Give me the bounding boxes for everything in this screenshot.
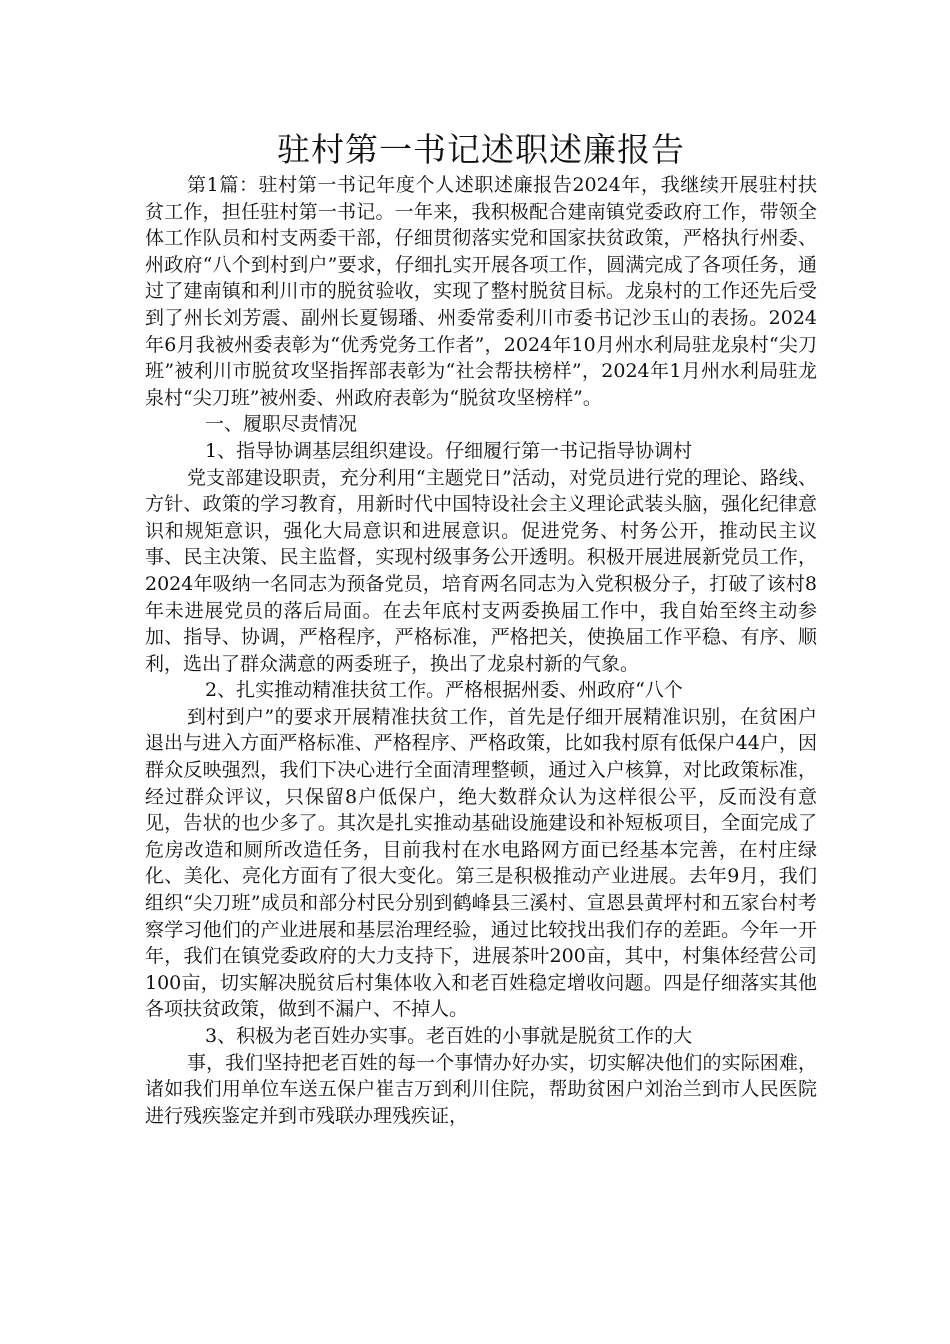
paragraph-1-lead: 1、指导协调基层组织建设。仔细履行第一书记指导协调村: [205, 439, 693, 462]
document-page: [145, 128, 817, 1129]
paragraph-intro: 第1篇：驻村第一书记年度个人述职述廉报告2024年，我继续开展驻村扶贫工作，担任驻村第一书记。一年来，我积极配合建南镇党委政府工作，带领全体工作队员和村支两委干部，仔细贯彻落实党和国家扶贫政策，严格执行州委、州政府“八个到村到户”要求，仔细扎实开展各项工作，圆满完成了各项任务，通过了建南镇和利川市的脱贫验收，实现了整村脱贫目标。龙泉村的工作还先后受到了州长刘芳震、副州长夏锡璠、州委常委利川市委书记沙玉山的表扬。2024年6月我被州委表彰为“优秀党务工作者”，2024年10月州水利局驻龙泉村“尖刀班”被利川市脱贫攻坚指挥部表彰为“社会帮扶榜样”，2024年1月州水利局驻龙泉村“尖刀班”被州委、州政府表彰为“脱贫攻坚榜样”。: [145, 174, 817, 409]
paragraph-3-lead: 3、积极为老百姓办实事。老百姓的小事就是脱贫工作的大: [205, 1025, 693, 1047]
paragraph-2-lead: 2、扎实推动精准扶贫工作。严格根据州委、州政府“八个: [205, 679, 683, 702]
paragraph-2-body: 到村到户”的要求开展精准扶贫工作，首先是仔细开展精准识别，在贫困户退出与进入方面严格标准、严格程序、严格政策，比如我村原有低保户44户，因群众反映强烈，我们下决心进行全面清理整顿，通过入户核算，对比政策标准，经过群众评议，只保留8户低保户，绝大数群众认为这样很公平，反而没有意见，告状的也少多了。其次是扎实推动基础设施建设和补短板项目，全面完成了危房改造和厕所改造任务，目前我村在水电路网方面已经基本完善，在村庄绿化、美化、亮化方面有了很大变化。第三是积极推动产业进展。去年9月，我们组织“尖刀班”成员和部分村民分别到鹤峰县三溪村、宣恩县黄坪村和五家台村考察学习他们的产业进展和基层治理经验，通过比较找出我们存的差距。今年一开年，我们在镇党委政府的大力支持下，进展茶叶200亩，其中，村集体经营公司100亩，切实解决脱贫后村集体收入和老百姓稳定增收问题。四是仔细落实其他各项扶贫政策，做到不漏户、不掉人。: [145, 705, 817, 1021]
paragraph-1-body: 党支部建设职责，充分利用“主题党日”活动，对党员进行党的理论、路线、方针、政策的学习教育，用新时代中国特设社会主义理论武装头脑，强化纪律意识和规矩意识，强化大局意识和进展意识。促进党务、村务公开，推动民主议事、民主决策、民主监督，实现村级事务公开透明。积极开展进展新党员工作，2024年吸纳一名同志为预备党员，培育两名同志为入党积极分子，打破了该村8年未进展党员的落后局面。在去年底村支两委换届工作中，我自始至终主动参加、指导、协调，严格程序，严格标准，严格把关，使换届工作平稳、有序、顺利，选出了群众满意的两委班子，换出了龙泉村新的气象。: [145, 466, 817, 675]
section-heading-duties: 一、履职尽责情况: [205, 413, 358, 436]
document-title: 驻村第一书记述职述廉报告: [277, 130, 685, 169]
paragraph-3-body: 事，我们坚持把老百姓的每一个事情办好办实，切实解决他们的实际困难，诸如我们用单位车送五保户崔吉万到利川住院，帮助贫困户刘治兰到市人民医院进行残疾鉴定并到市残联办理残疾证，: [145, 1051, 817, 1127]
